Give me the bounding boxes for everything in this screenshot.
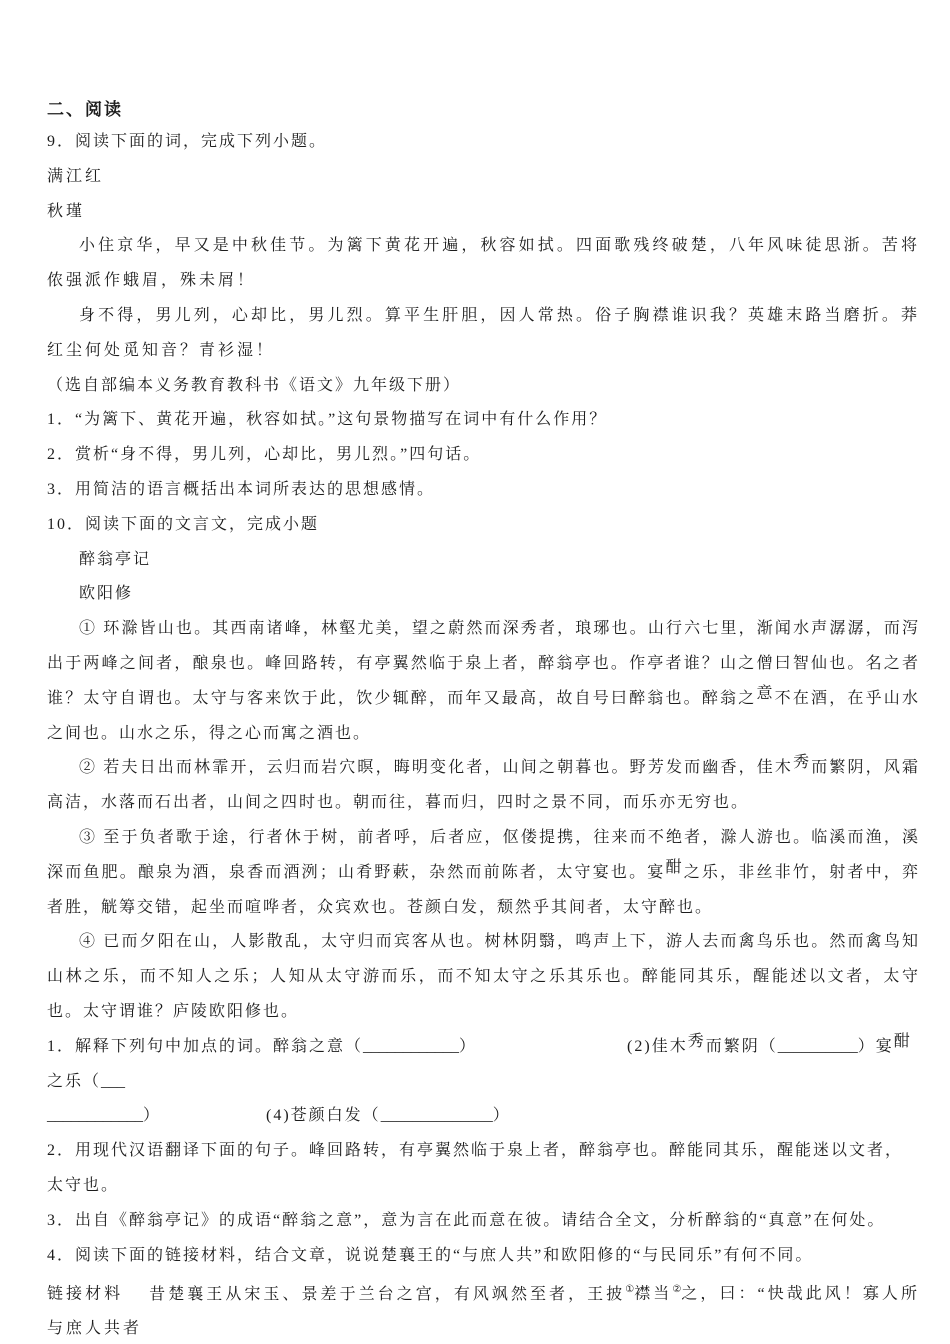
q10-question-4: 4．阅读下面的链接材料，结合文章，说说楚襄王的“与庶人共”和欧阳修的“与民同乐”有何不同。 xyxy=(47,1246,814,1264)
q10-question-1-line-2 xyxy=(47,1099,920,1134)
answer-blank: ___ xyxy=(101,1072,126,1090)
text-segment: 之，曰：“快哉此风！寡人所与庶人共者 xyxy=(47,1285,920,1338)
text-segment: ） xyxy=(492,1107,511,1125)
text-segment: 昔楚襄王从宋玉、景差于兰台之宫，有风飒然至者，王披 xyxy=(149,1285,626,1303)
q10-question-2: 2．用现代汉语翻译下面的句子。峰回路转，有亭翼然临于泉上者，醉翁亭也。醉能同其乐，醒能迷以文者，太守也。 xyxy=(47,1142,904,1194)
essay-title: 醉翁亭记 xyxy=(79,550,152,568)
poem-title: 满江红 xyxy=(47,167,105,185)
q10-question-3: 3．出自《醉翁亭记》的成语“醉翁之意”，意为言在此而意在彼。请结合全文，分析醉翁的“真意”在何处。 xyxy=(47,1211,886,1229)
answer-blank: ______________ xyxy=(380,1107,493,1125)
text-segment: 之乐（ xyxy=(47,1072,102,1090)
text-segment: 之乐，非丝非竹，射者中，弈者胜，觥筹交错，起坐而喧哗者，众宾欢也。苍颜白发，颓然乎其间者，太守醉也。 xyxy=(47,863,920,916)
essay-paragraph-1 xyxy=(47,612,920,751)
poem-source-note: （选自部编本义务教育教科书《语文》九年级下册） xyxy=(47,376,462,394)
q10-question-1-line-1 xyxy=(47,1030,920,1100)
emphasized-char: 意 xyxy=(756,684,775,702)
text-segment: ④ 已而夕阳在山，人影散乱，太守归而宾客从也。树林阴翳，鸣声上下，游人去而禽鸟乐也。然而禽鸟知山林之乐，而不知人之乐；人知从太守游而乐，而不知太守之乐其乐也。醉能同其乐，醒能述以文者，太守也。太守谓谁？庐陵欧阳修也。 xyxy=(47,933,920,1020)
text-segment: ） xyxy=(459,1037,478,1055)
q9-question-2: 2．赏析“身不得，男儿列，心却比，男儿烈。”四句话。 xyxy=(47,446,482,464)
q10-prompt: 10．阅读下面的文言文，完成小题 xyxy=(47,515,320,533)
essay-paragraph-2 xyxy=(47,751,920,821)
essay-paragraph-4 xyxy=(47,925,920,1029)
text-segment: 襟当 xyxy=(634,1285,673,1303)
answer-blank: __________ xyxy=(777,1037,858,1055)
text-segment: 链接材料 xyxy=(47,1285,124,1303)
text-segment: ③ 至于负者歌于途，行者休于树，前者呼，后者应，伛偻提携，往来而不绝者，滁人游也。临溪而渔，溪深而鱼肥。酿泉为酒，泉香而酒洌；山肴野蔌，杂然而前陈者，太守宴也。宴 xyxy=(47,828,920,881)
link-material-line xyxy=(47,1273,920,1344)
section-heading: 二、阅读 xyxy=(47,100,123,119)
essay-paragraph-3 xyxy=(47,821,920,925)
footnote-marker: ② xyxy=(672,1284,682,1296)
q9-question-1: 1．“为篱下、黄花开遍，秋容如拭。”这句景物描写在词中有什么作用？ xyxy=(47,411,608,429)
q9-question-3: 3．用简洁的语言概括出本词所表达的思想感情。 xyxy=(47,480,436,498)
emphasized-char: 酣 xyxy=(665,858,684,876)
text-segment: (2)佳木 xyxy=(627,1037,688,1055)
poem-stanza-2: 身不得，男儿列，心却比，男儿烈。算平生肝胆，因人常热。俗子胸襟谁识我？英雄末路当磨折。莽红尘何处觅知音？青衫湿！ xyxy=(47,306,920,359)
q9-prompt: 9．阅读下面的词，完成下列小题。 xyxy=(47,133,328,150)
poem-author: 秋瑾 xyxy=(47,202,86,220)
text-segment: (4)苍颜白发（ xyxy=(266,1107,381,1125)
emphasized-char: 秀 xyxy=(793,754,812,772)
text-segment: ② 若夫日出而林霏开，云归而岩穴暝，晦明变化者，山间之朝暮也。野芳发而幽香，佳木 xyxy=(79,759,794,777)
essay-author: 欧阳修 xyxy=(79,585,134,603)
poem-stanza-1: 小住京华，早又是中秋佳节。为篱下黄花开遍，秋容如拭。四面歌残终破楚，八年风味徒思浙。苦将侬强派作蛾眉，殊未屑！ xyxy=(47,237,920,290)
text-segment: ）宴 xyxy=(857,1037,894,1055)
text-segment: 1．解释下列句中加点的词。醉翁之意（ xyxy=(47,1037,364,1055)
text-segment: 而繁阴（ xyxy=(705,1037,778,1055)
answer-blank: ____________ xyxy=(47,1107,143,1125)
answer-blank: ____________ xyxy=(363,1037,460,1055)
text-segment: 不在酒，在乎山水之间也。山水之乐，得之心而寓之酒也。 xyxy=(47,689,920,742)
footnote-marker: ① xyxy=(625,1284,635,1296)
emphasized-char: 酣 xyxy=(893,1032,912,1050)
text-segment: 而繁阴，风霜高洁，水落而石出者，山间之四时也。朝而往，暮而归，四时之景不同，而乐亦无穷也。 xyxy=(47,759,920,812)
text-segment: ① 环滁皆山也。其西南诸峰，林壑尤美，望之蔚然而深秀者，琅琊也。山行六七里，渐闻水声潺潺，而泻出于两峰之间者，酿泉也。峰回路转，有亭翼然临于泉上者，醉翁亭也。作亭者谁？山之僧曰智仙也。名之者谁？太守自谓也。太守与客来饮于此，饮少辄醉，而年又最高，故自号曰醉翁也。醉翁之 xyxy=(47,620,920,707)
text-segment: ） xyxy=(143,1107,162,1125)
emphasized-char: 秀 xyxy=(687,1032,706,1050)
